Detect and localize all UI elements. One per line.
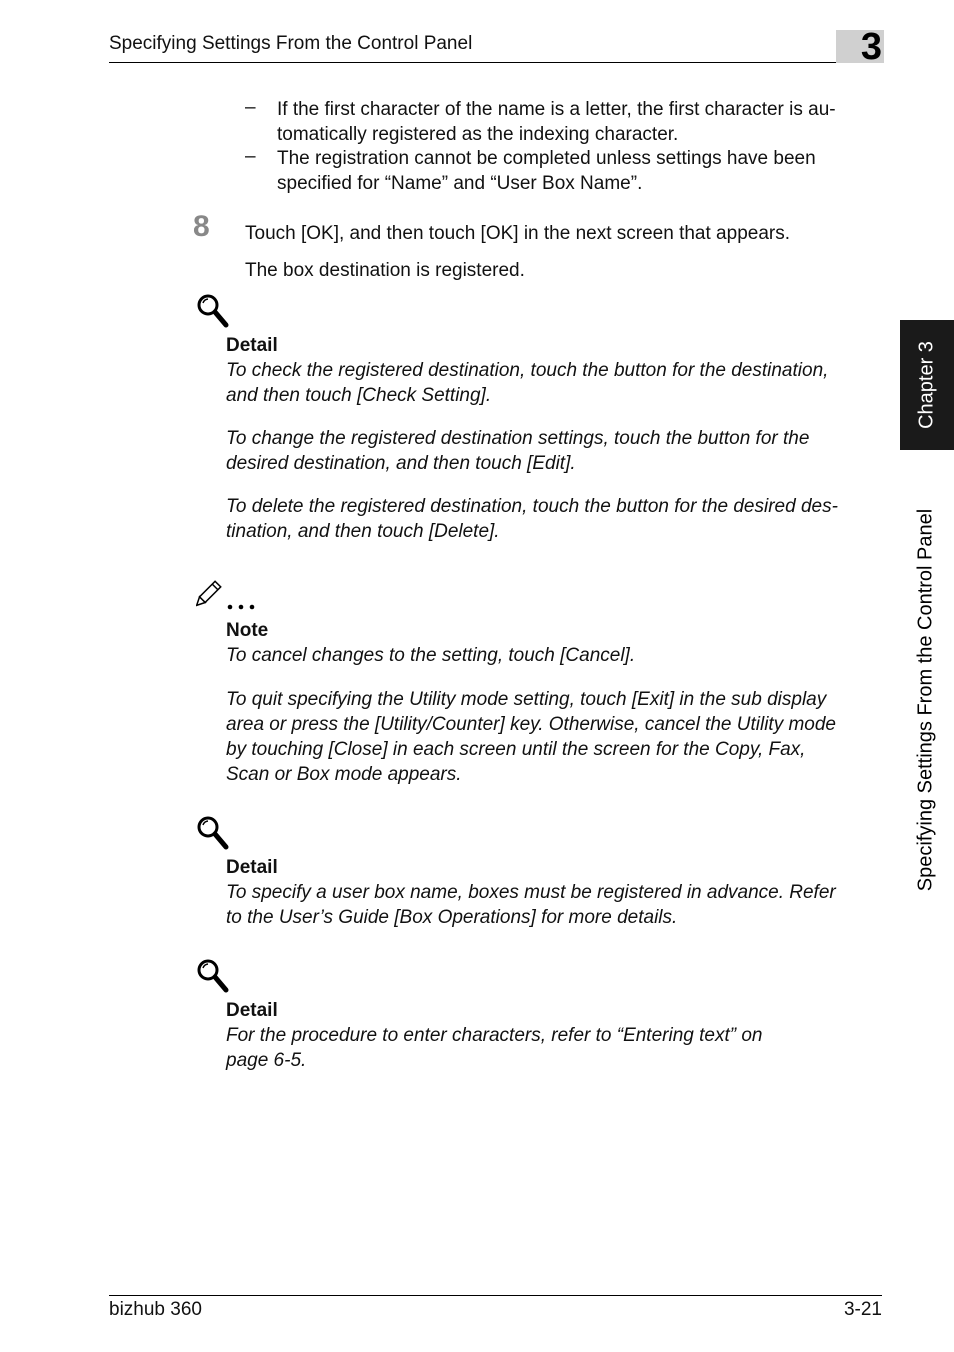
step-number: 8 — [193, 210, 210, 243]
chapter-side-tab — [900, 320, 954, 450]
magnifier-icon — [196, 293, 230, 329]
chapter-number-box — [836, 26, 884, 68]
detail-heading: Detail — [226, 1000, 278, 1021]
note-line: To quit specifying the Utility mode setting, touch [Exit] in the sub display — [226, 689, 827, 710]
side-section-title: Specifying Settings From the Control Panel — [914, 508, 937, 892]
detail-paragraph — [226, 494, 838, 544]
note-line: To cancel changes to the setting, touch [Cancel]. — [226, 645, 636, 666]
header-rule — [109, 62, 882, 63]
note-heading: Note — [226, 620, 269, 641]
detail-heading: Detail — [226, 857, 278, 878]
detail-paragraph — [226, 880, 836, 930]
footer-rule — [109, 1295, 882, 1296]
step-result: The box destination is registered. — [245, 260, 525, 281]
note-line: area or press the [Utility/Counter] key. Otherwise, cancel the Utility mode — [226, 714, 837, 735]
bullet-line: The registration cannot be completed unless settings have been — [277, 148, 816, 169]
pencil-dots-icon — [196, 580, 262, 612]
note-line: Scan or Box mode appears. — [226, 764, 462, 785]
bullet-line: If the first character of the name is a letter, the first character is au- — [277, 99, 836, 120]
bullet-dash: – — [245, 97, 256, 118]
bullet-item — [277, 146, 816, 196]
running-header-title: Specifying Settings From the Control Panel — [109, 33, 473, 54]
detail-line: To specify a user box name, boxes must be registered in advance. Refer — [226, 882, 836, 903]
detail-line: To change the registered destination settings, touch the button for the — [226, 428, 810, 449]
detail-line: To check the registered destination, touch the button for the destination, — [226, 360, 829, 381]
detail-line: For the procedure to enter characters, refer to “Entering text” on — [226, 1025, 763, 1046]
chapter-number: 3 — [860, 26, 882, 68]
detail-line: and then touch [Check Setting]. — [226, 385, 492, 406]
detail-paragraph — [226, 426, 809, 476]
bullet-line: tomatically registered as the indexing character. — [277, 124, 679, 145]
detail-line: to the User’s Guide [Box Operations] for more details. — [226, 907, 678, 928]
note-paragraph — [226, 687, 836, 787]
detail-line: desired destination, and then touch [Edit]. — [226, 453, 576, 474]
bullet-dash: – — [245, 146, 256, 167]
note-paragraph — [226, 643, 635, 668]
magnifier-icon — [196, 815, 230, 851]
footer-model: bizhub 360 — [109, 1299, 202, 1320]
detail-line: page 6-5. — [226, 1050, 307, 1071]
detail-heading: Detail — [226, 335, 278, 356]
bullet-line: specified for “Name” and “User Box Name”. — [277, 173, 643, 194]
bullet-item — [277, 97, 836, 147]
note-line: by touching [Close] in each screen until the screen for the Copy, Fax, — [226, 739, 806, 760]
footer-page-number: 3-21 — [843, 1299, 882, 1320]
chapter-tab-label: Chapter 3 — [915, 341, 938, 429]
magnifier-icon — [196, 958, 230, 994]
detail-line: To delete the registered destination, touch the button for the desired des- — [226, 496, 838, 517]
step-text: Touch [OK], and then touch [OK] in the next screen that appears. — [245, 223, 790, 244]
detail-paragraph — [226, 358, 828, 408]
detail-line: tination, and then touch [Delete]. — [226, 521, 500, 542]
detail-paragraph — [226, 1023, 762, 1073]
